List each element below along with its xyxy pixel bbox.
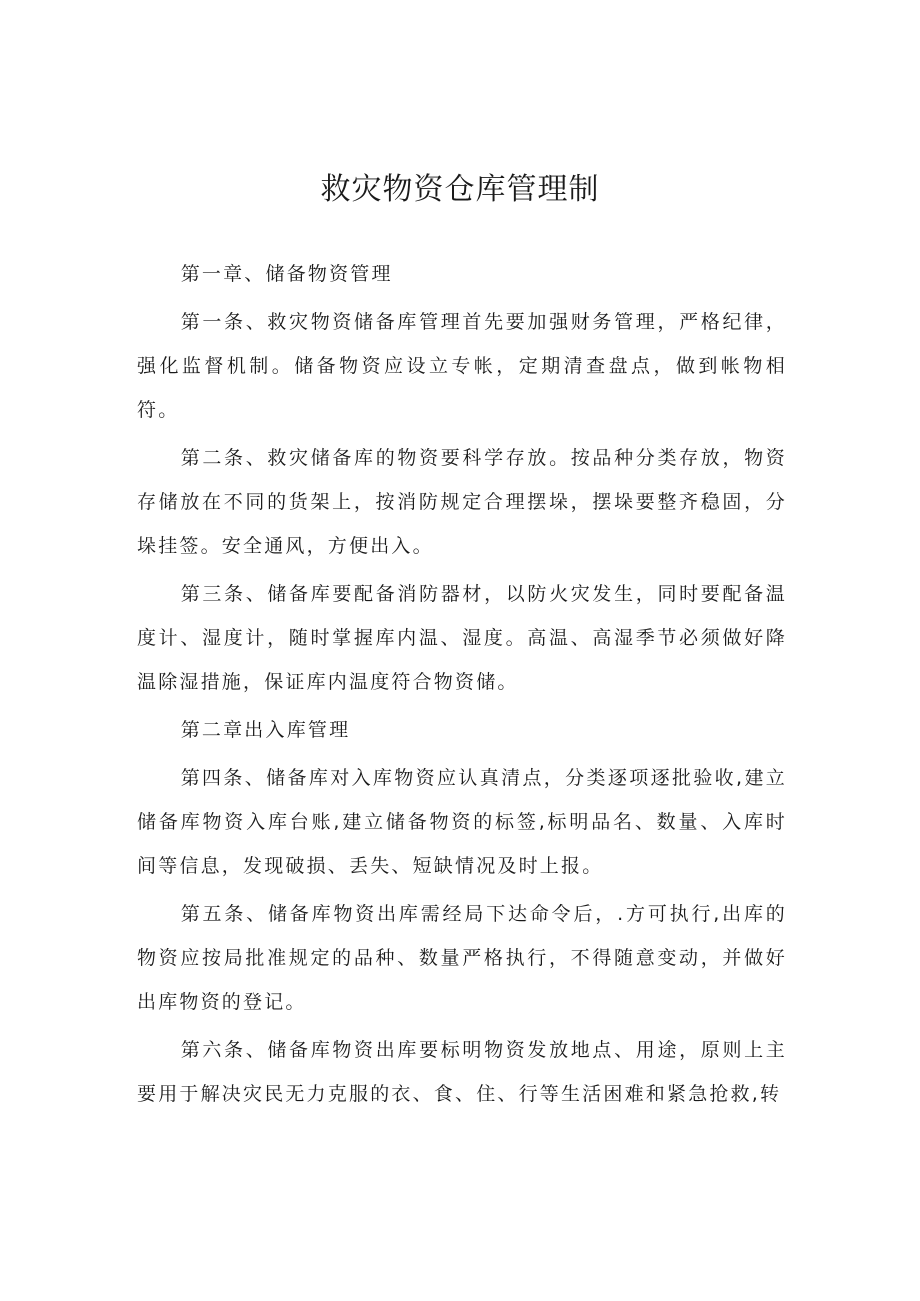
article-paragraph: 第四条、储备库对入库物资应认真清点，分类逐项逐批验收,建立储备库物资入库台账,建立储备物资的标签,标明品名、数量、入库时间等信息，发现破损、丢失、短缺情况及时上报。: [137, 767, 787, 877]
chapter-heading: 第一章、储备物资管理: [180, 263, 393, 285]
article-paragraph: 第一条、救灾物资储备库管理首先要加强财务管理，严格纪律，强化监督机制。储备物资应设立专帐，定期清查盘点，做到帐物相符。: [137, 311, 787, 421]
document-body: [137, 252, 787, 1120]
document-title: 救灾物资仓库管理制: [320, 172, 600, 207]
article-paragraph: 第三条、储备库要配备消防器材，以防火灾发生，同时要配备温度计、湿度计，随时掌握库内温、湿度。高温、高湿季节必须做好降温除湿措施，保证库内温度符合物资储。: [137, 583, 787, 693]
chapter-heading: 第二章出入库管理: [180, 719, 351, 741]
article-paragraph: 第二条、救灾储备库的物资要科学存放。按品种分类存放，物资存储放在不同的货架上，按消防规定合理摆垛，摆垛要整齐稳固，分垛挂签。安全通风，方便出入。: [137, 447, 787, 557]
article-paragraph: 第五条、储备库物资出库需经局下达命令后，.方可执行,出库的物资应按局批准规定的品种、数量严格执行，不得随意变动，并做好出库物资的登记。: [137, 903, 787, 1013]
article-paragraph: 第六条、储备库物资出库要标明物资发放地点、用途，原则上主要用于解决灾民无力克服的衣、食、住、行等生活困难和紧急抢救,转: [137, 1039, 787, 1105]
